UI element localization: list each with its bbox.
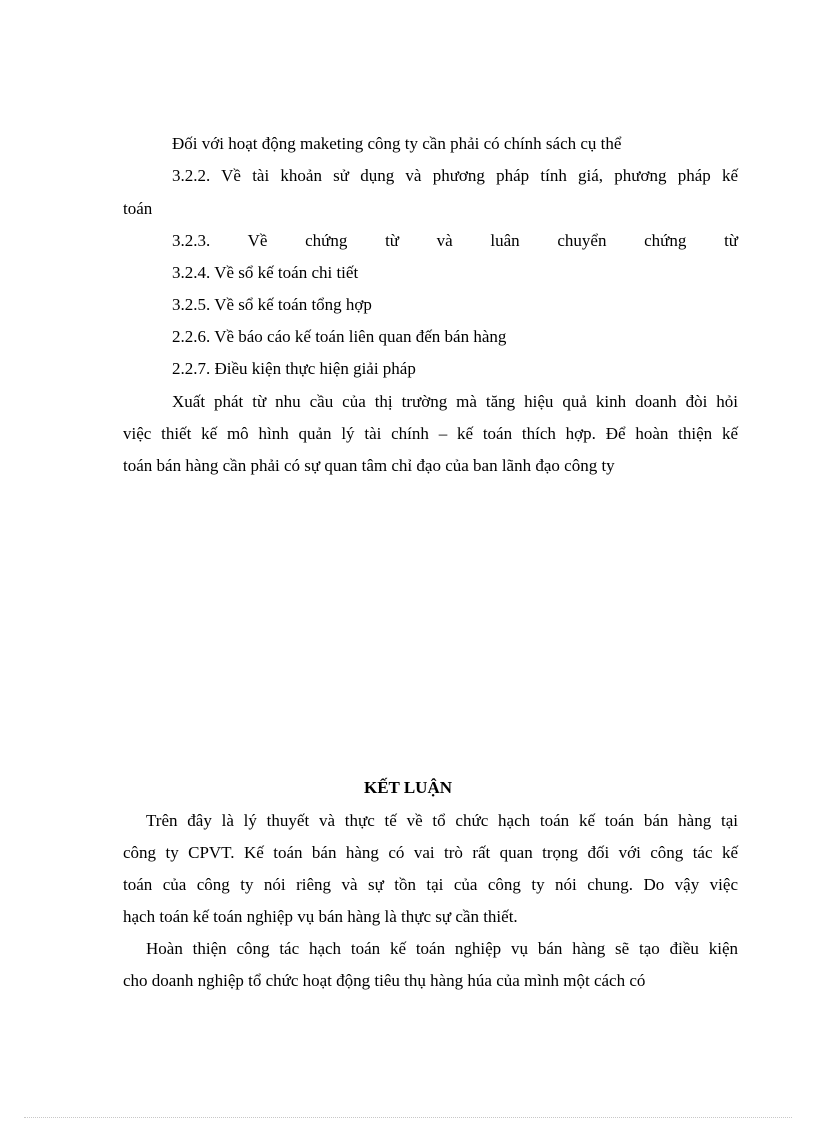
conclusion-line: công ty CPVT. Kế toán bán hàng có vai trò rất quan trọng đối với công tác kế [123, 843, 738, 862]
subsection-heading-3-2-2: 3.2.2. Về tài khoản sử dụng và phương pháp tính giá, phương pháp kế [172, 166, 738, 185]
subsection-heading-3-2-4: 3.2.4. Về sổ kế toán chi tiết [172, 263, 359, 282]
paragraph-line: việc thiết kế mô hình quản lý tài chính – kế toán thích hợp. Để hoàn thiện kế [123, 424, 738, 443]
conclusion-line: Hoàn thiện công tác hạch toán kế toán nghiệp vụ bán hàng sẽ tạo điều kiện [146, 939, 738, 958]
paragraph-line: toán bán hàng cần phải có sự quan tâm chỉ đạo của ban lãnh đạo công ty [123, 456, 615, 475]
paragraph-line: toán [123, 199, 153, 218]
conclusion-line: cho doanh nghiệp tổ chức hoạt động tiêu thụ hàng húa của mình một cách có [123, 971, 646, 990]
subsection-heading-3-2-5: 3.2.5. Về sổ kế toán tổng hợp [172, 295, 372, 314]
subsection-heading-2-2-7: 2.2.7. Điều kiện thực hiện giải pháp [172, 359, 416, 378]
conclusion-line: Trên đây là lý thuyết và thực tế về tổ chức hạch toán kế toán bán hàng tại [146, 811, 738, 830]
paragraph-line: Xuất phát từ nhu cầu của thị trường mà tăng hiệu quả kinh doanh đòi hỏi [172, 392, 738, 411]
subsection-heading-3-2-3: 3.2.3. Về chứng từ và luân chuyển chứng từ [172, 231, 738, 250]
page-bottom-divider [24, 1117, 792, 1118]
conclusion-line: toán của công ty nói riêng và sự tồn tại của công ty nói chung. Do vậy việc [123, 875, 738, 894]
conclusion-line: hạch toán kế toán nghiệp vụ bán hàng là thực sự cần thiết. [123, 907, 518, 926]
subsection-heading-2-2-6: 2.2.6. Về báo cáo kế toán liên quan đến bán hàng [172, 327, 507, 346]
conclusion-title: KẾT LUẬN [363, 778, 452, 797]
paragraph-line: Đối với hoạt động maketing công ty cần phải có chính sách cụ thể [172, 134, 622, 153]
